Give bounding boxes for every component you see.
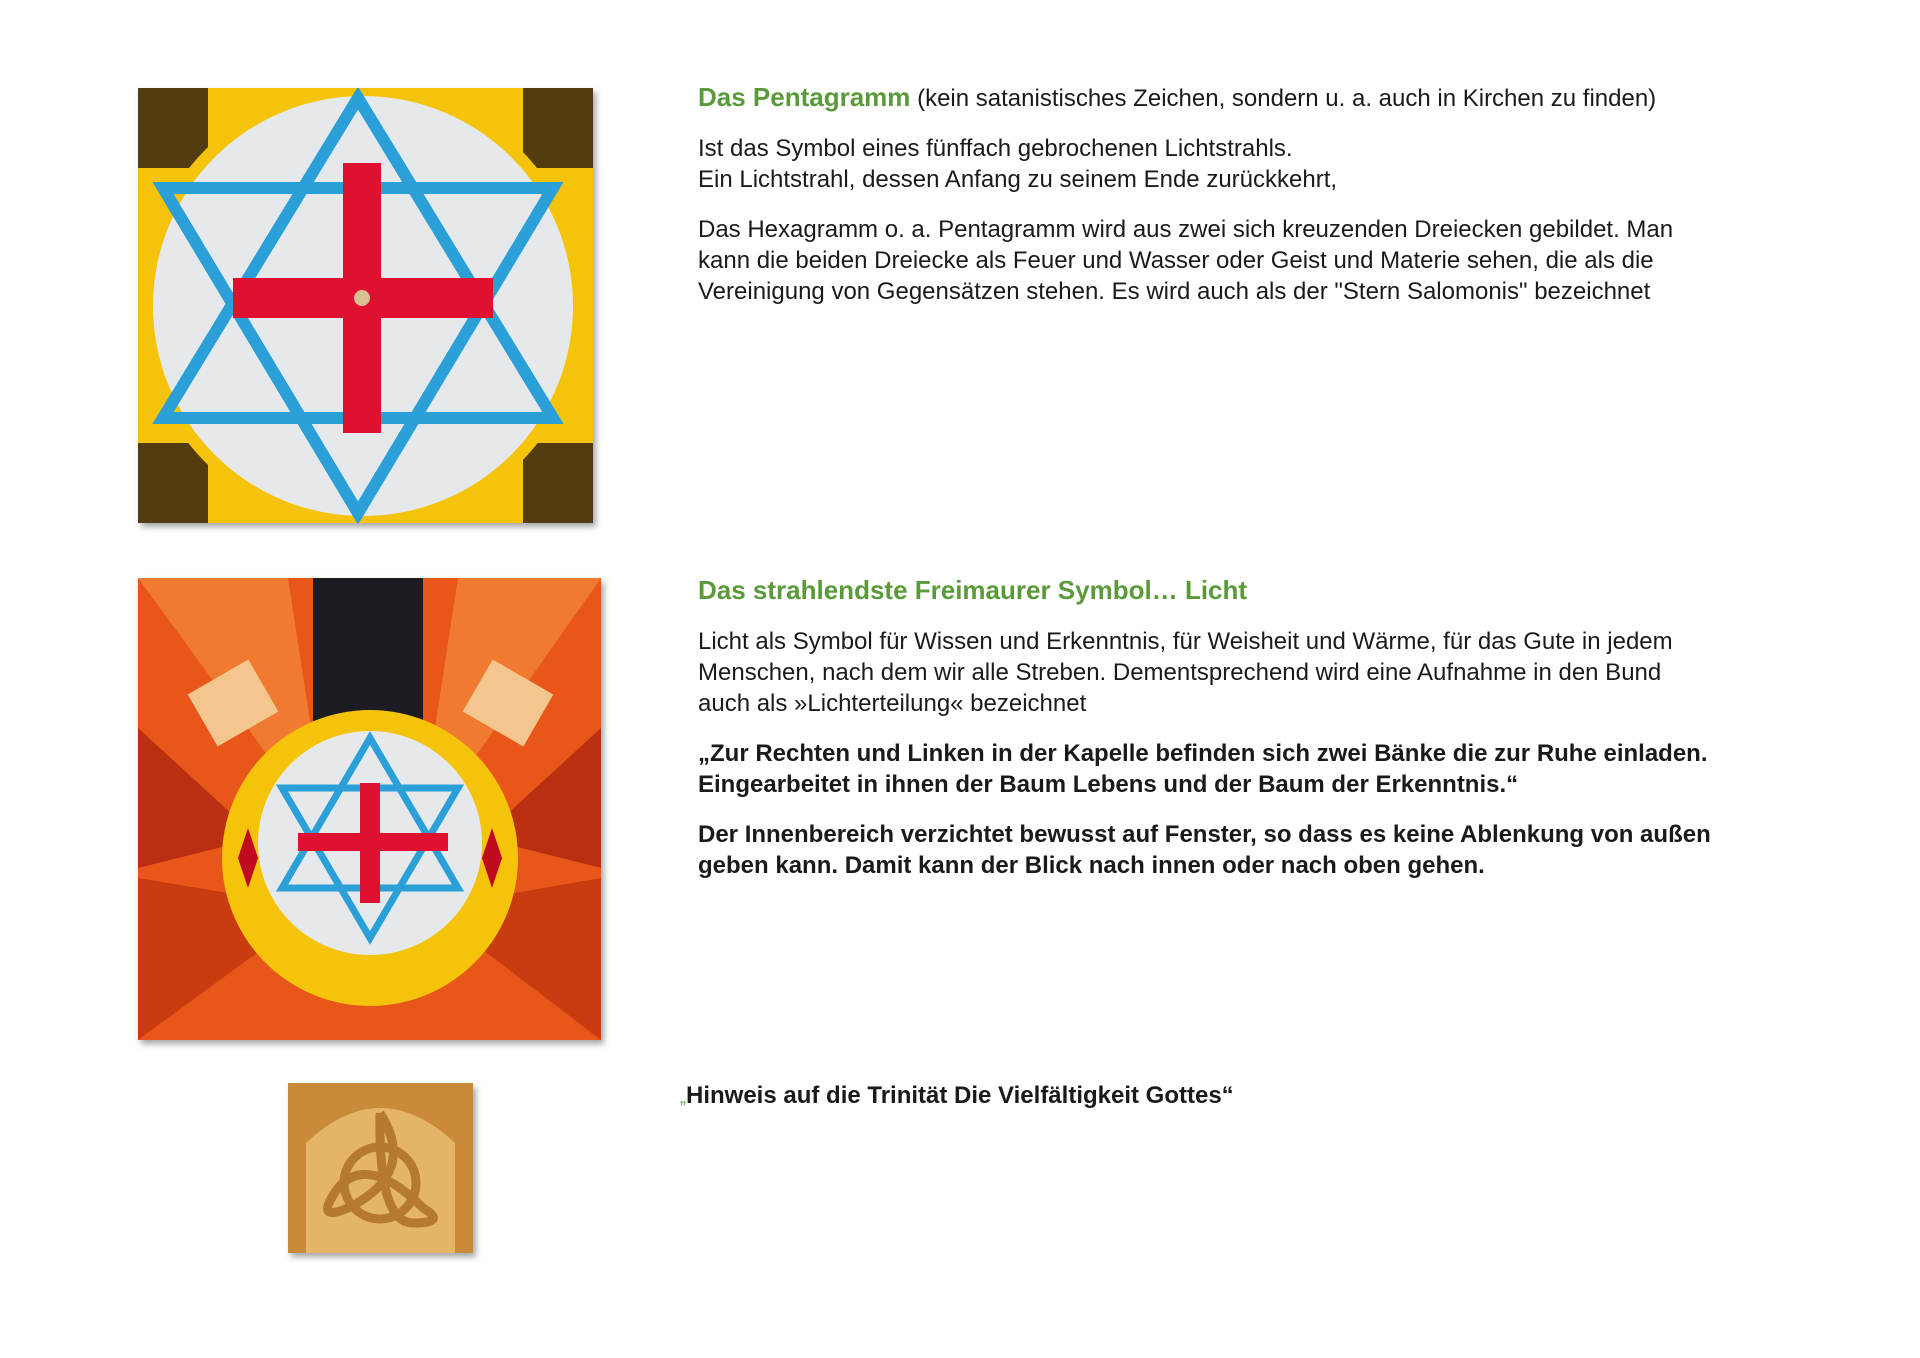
text-line: Der Innenbereich verzichtet bewusst auf Fenster, so dass es keine Ablenkung von außen [698, 821, 1711, 848]
light-symbol-photo [138, 578, 601, 1040]
pentagram-para-1 [698, 133, 1848, 195]
trinity-knot-graphic [288, 1083, 473, 1253]
light-symbol-graphic [138, 578, 601, 1040]
trinity-knot-photo [288, 1083, 473, 1253]
pentagram-heading [698, 82, 1848, 114]
text-line: Eingearbeitet in ihnen der Baum Lebens und der Baum der Erkenntnis.“ [698, 771, 1519, 798]
text-line: Licht als Symbol für Wissen und Erkenntnis, für Weisheit und Wärme, für das Gute in jedem [698, 628, 1673, 655]
text-line: auch als »Lichterteilung« bezeichnet [698, 690, 1087, 717]
trinity-text: Hinweis auf die Trinität Die Vielfältigkeit Gottes“ [686, 1082, 1234, 1109]
text-line: „Zur Rechten und Linken in der Kapelle befinden sich zwei Bänke die zur Ruhe einladen. [698, 740, 1708, 767]
text-line: kann die beiden Dreiecke als Feuer und Wasser oder Geist und Materie sehen, die als die [698, 247, 1654, 274]
text-line: geben kann. Damit kann der Blick nach innen oder nach oben gehen. [698, 852, 1485, 879]
light-para-1 [698, 626, 1848, 719]
section-light [698, 575, 1848, 900]
text-line: Vereinigung von Gegensätzen stehen. Es wird auch als der "Stern Salomonis" bezeichnet [698, 278, 1651, 305]
light-para-2 [698, 819, 1848, 881]
text-line: Menschen, nach dem wir alle Streben. Dementsprechend wird eine Aufnahme in den Bund [698, 659, 1662, 686]
light-heading [698, 575, 1848, 607]
chapel-quote [698, 738, 1848, 800]
pentagram-para-2 [698, 214, 1848, 307]
pentagram-title: Das Pentagramm [698, 82, 911, 112]
text-line: Das Hexagramm o. a. Pentagramm wird aus zwei sich kreuzenden Dreiecken gebildet. Man [698, 216, 1674, 243]
pentagram-title-suffix: (kein satanistisches Zeichen, sondern u. a. auch in Kirchen zu finden) [910, 85, 1657, 112]
section-pentagram [698, 82, 1848, 326]
section-trinity [680, 1080, 1830, 1132]
text-line: Ein Lichtstrahl, dessen Anfang zu seinem Ende zurückkehrt, [698, 166, 1338, 193]
hexagram-ceiling-graphic [138, 88, 593, 523]
light-title: Das strahlendste Freimaurer Symbol… Licht [698, 575, 1248, 605]
text-line: Ist das Symbol eines fünffach gebrochenen Lichtstrahls. [698, 135, 1293, 162]
trinity-open-quote: „ [680, 1087, 686, 1107]
hexagram-ceiling-photo [138, 88, 593, 523]
trinity-caption [680, 1080, 1830, 1113]
